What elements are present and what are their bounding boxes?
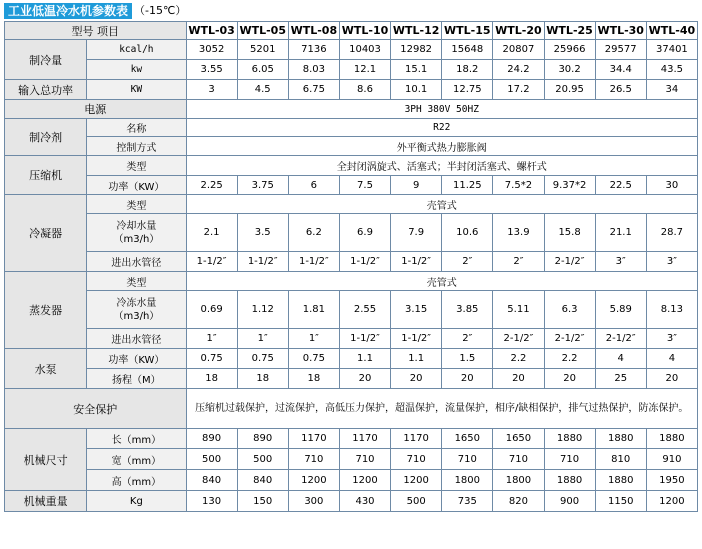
table-cell: 2-1/2″ (544, 252, 595, 272)
power-supply-row (5, 100, 698, 119)
table-cell: 1200 (288, 470, 339, 491)
cooling-kcal-unit: kcal/h (87, 40, 186, 60)
table-cell: 20.95 (544, 80, 595, 100)
table-cell: 1170 (339, 429, 390, 449)
table-cell: 20807 (493, 40, 544, 60)
table-cell: 2-1/2″ (493, 329, 544, 349)
table-cell: 820 (493, 491, 544, 512)
table-cell: 18 (288, 369, 339, 389)
table-cell: 3052 (186, 40, 237, 60)
condenser-pipe-label: 进出水管径 (87, 252, 186, 272)
table-cell: 34 (646, 80, 697, 100)
condenser-water-row (5, 214, 698, 252)
table-cell: 810 (595, 449, 646, 470)
evaporator-label: 蒸发器 (5, 272, 87, 349)
table-cell: 3″ (646, 329, 697, 349)
table-cell: 2-1/2″ (595, 329, 646, 349)
compressor-type: 全封闭涡旋式、活塞式；半封闭活塞式、螺杆式 (186, 156, 697, 176)
evaporator-water-row (5, 291, 698, 329)
table-cell: 1-1/2″ (391, 252, 442, 272)
table-cell: 900 (544, 491, 595, 512)
table-cell: 1650 (493, 429, 544, 449)
condenser-type-label: 类型 (87, 195, 186, 214)
table-cell: 6.3 (544, 291, 595, 329)
table-cell: 1-1/2″ (391, 329, 442, 349)
table-cell: 15.1 (391, 60, 442, 80)
evaporator-pipe-row (5, 329, 698, 349)
refrigerant-name-label: 名称 (87, 119, 186, 137)
table-cell: 6.75 (288, 80, 339, 100)
condenser-water-label (87, 214, 186, 252)
table-cell: 2.25 (186, 176, 237, 195)
model-header: WTL-20 (493, 22, 544, 40)
title-temperature: （-15℃） (134, 4, 187, 17)
table-cell: 3.55 (186, 60, 237, 80)
table-cell: 2.1 (186, 214, 237, 252)
table-cell: 1200 (339, 470, 390, 491)
table-cell: 20 (339, 369, 390, 389)
table-cell: 9 (391, 176, 442, 195)
table-cell: 10.6 (442, 214, 493, 252)
spec-table (4, 21, 698, 512)
power-supply-label: 电源 (5, 100, 187, 119)
evaporator-pipe-label: 进出水管径 (87, 329, 186, 349)
table-cell: 11.25 (442, 176, 493, 195)
table-cell: 9.37*2 (544, 176, 595, 195)
table-cell: 26.5 (595, 80, 646, 100)
model-header: WTL-15 (442, 22, 493, 40)
table-cell: 1.1 (339, 349, 390, 369)
table-cell: 2.2 (493, 349, 544, 369)
compressor-power-row (5, 176, 698, 195)
table-cell: 0.69 (186, 291, 237, 329)
table-cell: 8.03 (288, 60, 339, 80)
table-cell: 6 (288, 176, 339, 195)
refrigerant-control-label: 控制方式 (87, 137, 186, 156)
table-cell: 1″ (237, 329, 288, 349)
table-cell: 10.1 (391, 80, 442, 100)
table-cell: 735 (442, 491, 493, 512)
table-cell: 4 (595, 349, 646, 369)
table-cell: 0.75 (186, 349, 237, 369)
table-cell: 2″ (442, 252, 493, 272)
table-cell: 25 (595, 369, 646, 389)
table-cell: 8.6 (339, 80, 390, 100)
table-cell: 3.75 (237, 176, 288, 195)
table-cell: 24.2 (493, 60, 544, 80)
evaporator-type-label: 类型 (87, 272, 186, 291)
cooling-kw-unit: kw (87, 60, 186, 80)
input-power-label: 输入总功率 (5, 80, 87, 100)
refrigerant-label: 制冷剂 (5, 119, 87, 156)
condenser-water-label-line2: （m3/h） (113, 233, 160, 245)
table-cell: 6.05 (237, 60, 288, 80)
table-cell: 6.9 (339, 214, 390, 252)
weight-row (5, 491, 698, 512)
table-cell: 840 (237, 470, 288, 491)
input-power-row (5, 80, 698, 100)
table-cell: 1-1/2″ (186, 252, 237, 272)
table-cell: 18 (186, 369, 237, 389)
table-cell: 1880 (646, 429, 697, 449)
table-cell: 37401 (646, 40, 697, 60)
dimension-width-row (5, 449, 698, 470)
pump-power-row (5, 349, 698, 369)
pump-head-label: 扬程（M） (87, 369, 186, 389)
table-cell: 30 (646, 176, 697, 195)
safety-row (5, 389, 698, 429)
cooling-kcal-row (5, 40, 698, 60)
table-cell: 4.5 (237, 80, 288, 100)
table-cell: 1650 (442, 429, 493, 449)
table-cell: 1.12 (237, 291, 288, 329)
table-cell: 1-1/2″ (339, 329, 390, 349)
power-supply-value: 3PH 380V 50HZ (186, 100, 697, 119)
table-cell: 1.81 (288, 291, 339, 329)
model-header: WTL-25 (544, 22, 595, 40)
evaporator-water-label-line1: 冷冻水量 (116, 297, 157, 309)
table-cell: 1880 (595, 429, 646, 449)
table-cell: 890 (237, 429, 288, 449)
table-cell: 2″ (442, 329, 493, 349)
condenser-label: 冷凝器 (5, 195, 87, 272)
table-cell: 1-1/2″ (288, 252, 339, 272)
table-cell: 500 (237, 449, 288, 470)
table-cell: 1″ (288, 329, 339, 349)
table-cell: 1.1 (391, 349, 442, 369)
dimension-length-row (5, 429, 698, 449)
table-cell: 12982 (391, 40, 442, 60)
table-cell: 1170 (288, 429, 339, 449)
table-cell: 1950 (646, 470, 697, 491)
table-cell: 17.2 (493, 80, 544, 100)
table-cell: 29577 (595, 40, 646, 60)
table-cell: 840 (186, 470, 237, 491)
weight-unit: Kg (87, 491, 186, 512)
table-cell: 15.8 (544, 214, 595, 252)
input-power-unit: KW (87, 80, 186, 100)
pump-power-label: 功率（KW） (87, 349, 186, 369)
pump-head-row (5, 369, 698, 389)
table-cell: 3.15 (391, 291, 442, 329)
table-cell: 5.11 (493, 291, 544, 329)
table-cell: 10403 (339, 40, 390, 60)
model-header: WTL-30 (595, 22, 646, 40)
condenser-pipe-row (5, 252, 698, 272)
table-cell: 7.5*2 (493, 176, 544, 195)
model-header: WTL-40 (646, 22, 697, 40)
table-cell: 890 (186, 429, 237, 449)
dimension-length-label: 长（mm） (87, 429, 186, 449)
dimensions-label: 机械尺寸 (5, 429, 87, 491)
table-cell: 130 (186, 491, 237, 512)
table-cell: 1880 (595, 470, 646, 491)
table-cell: 710 (442, 449, 493, 470)
table-cell: 20 (391, 369, 442, 389)
table-cell: 1-1/2″ (237, 252, 288, 272)
table-cell: 28.7 (646, 214, 697, 252)
table-cell: 6.2 (288, 214, 339, 252)
table-cell: 2.2 (544, 349, 595, 369)
header-label: 型号 项目 (5, 22, 187, 40)
table-cell: 300 (288, 491, 339, 512)
table-cell: 12.1 (339, 60, 390, 80)
table-cell: 1.5 (442, 349, 493, 369)
dimension-width-label: 宽（mm） (87, 449, 186, 470)
evaporator-water-label (87, 291, 186, 329)
table-cell: 710 (544, 449, 595, 470)
table-cell: 1200 (391, 470, 442, 491)
table-cell: 1150 (595, 491, 646, 512)
table-cell: 7.5 (339, 176, 390, 195)
table-cell: 22.5 (595, 176, 646, 195)
cooling-label: 制冷量 (5, 40, 87, 80)
refrigerant-control: 外平衡式热力膨胀阀 (186, 137, 697, 156)
pump-label: 水泵 (5, 349, 87, 389)
condenser-type: 壳管式 (186, 195, 697, 214)
table-cell: 1800 (493, 470, 544, 491)
condenser-type-row (5, 195, 698, 214)
safety-text: 压缩机过载保护，过流保护，高低压力保护，超温保护，流量保护，相序/缺相保护，排气过热保护，防冻保护。 (186, 389, 697, 429)
model-header: WTL-10 (339, 22, 390, 40)
table-cell: 43.5 (646, 60, 697, 80)
table-cell: 30.2 (544, 60, 595, 80)
table-cell: 18 (237, 369, 288, 389)
table-cell: 3.85 (442, 291, 493, 329)
table-cell: 0.75 (237, 349, 288, 369)
table-cell: 3″ (595, 252, 646, 272)
cooling-kw-row (5, 60, 698, 80)
table-cell: 3 (186, 80, 237, 100)
table-cell: 20 (442, 369, 493, 389)
table-cell: 2″ (493, 252, 544, 272)
table-cell: 430 (339, 491, 390, 512)
compressor-type-row (5, 156, 698, 176)
dimension-height-label: 高（mm） (87, 470, 186, 491)
table-cell: 7.9 (391, 214, 442, 252)
table-cell: 1880 (544, 429, 595, 449)
title-row (4, 3, 186, 19)
table-cell: 1880 (544, 470, 595, 491)
evaporator-type: 壳管式 (186, 272, 697, 291)
table-cell: 2.55 (339, 291, 390, 329)
table-cell: 7136 (288, 40, 339, 60)
model-header: WTL-12 (391, 22, 442, 40)
table-cell: 20 (493, 369, 544, 389)
table-cell: 13.9 (493, 214, 544, 252)
weight-label: 机械重量 (5, 491, 87, 512)
compressor-power-label: 功率（KW） (87, 176, 186, 195)
compressor-type-label: 类型 (87, 156, 186, 176)
refrigerant-name: R22 (186, 119, 697, 137)
table-cell: 710 (288, 449, 339, 470)
table-cell: 710 (339, 449, 390, 470)
table-cell: 1800 (442, 470, 493, 491)
table-cell: 3.5 (237, 214, 288, 252)
table-cell: 1″ (186, 329, 237, 349)
table-cell: 500 (186, 449, 237, 470)
table-cell: 1200 (646, 491, 697, 512)
table-cell: 18.2 (442, 60, 493, 80)
table-cell: 20 (646, 369, 697, 389)
table-cell: 500 (391, 491, 442, 512)
table-cell: 1-1/2″ (339, 252, 390, 272)
table-cell: 25966 (544, 40, 595, 60)
header-row (5, 22, 698, 40)
table-cell: 2-1/2″ (544, 329, 595, 349)
evaporator-type-row (5, 272, 698, 291)
table-cell: 0.75 (288, 349, 339, 369)
table-cell: 710 (493, 449, 544, 470)
table-cell: 34.4 (595, 60, 646, 80)
condenser-water-label-line1: 冷却水量 (116, 220, 157, 232)
table-cell: 4 (646, 349, 697, 369)
refrigerant-name-row (5, 119, 698, 137)
table-cell: 3″ (646, 252, 697, 272)
refrigerant-control-row (5, 137, 698, 156)
model-header: WTL-08 (288, 22, 339, 40)
table-cell: 1170 (391, 429, 442, 449)
table-cell: 150 (237, 491, 288, 512)
model-header: WTL-03 (186, 22, 237, 40)
evaporator-water-label-line2: （m3/h） (113, 310, 160, 322)
table-cell: 5201 (237, 40, 288, 60)
table-cell: 21.1 (595, 214, 646, 252)
safety-label: 安全保护 (5, 389, 187, 429)
table-cell: 12.75 (442, 80, 493, 100)
table-title: 工业低温冷水机参数表 (4, 3, 132, 19)
table-cell: 15648 (442, 40, 493, 60)
table-cell: 5.89 (595, 291, 646, 329)
dimension-height-row (5, 470, 698, 491)
model-header: WTL-05 (237, 22, 288, 40)
compressor-label: 压缩机 (5, 156, 87, 195)
table-cell: 20 (544, 369, 595, 389)
table-cell: 910 (646, 449, 697, 470)
table-cell: 710 (391, 449, 442, 470)
table-cell: 8.13 (646, 291, 697, 329)
